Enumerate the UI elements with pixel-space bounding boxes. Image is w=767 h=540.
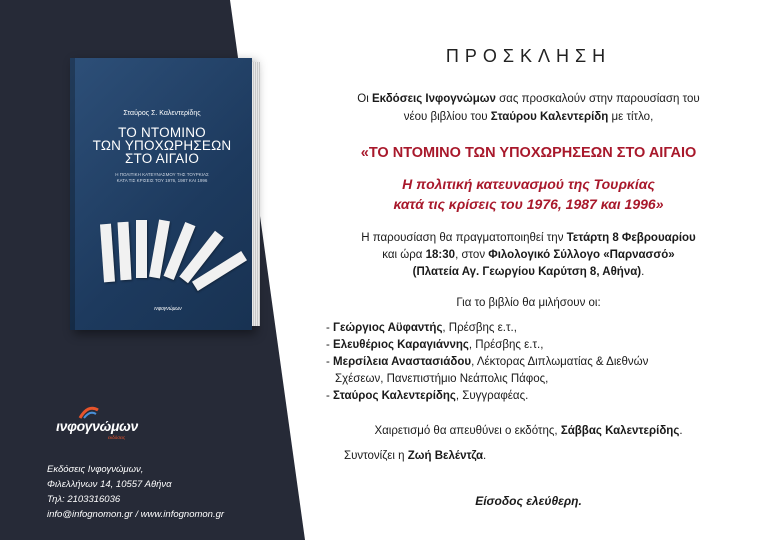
- intro-paragraph: [290, 90, 767, 126]
- bullet-dash: -: [326, 322, 334, 334]
- book-subtitle-line: ΚΑΤΑ ΤΙΣ ΚΡΙΣΕΙΣ ΤΟΥ 1976, 1987 ΚΑΙ 1996: [116, 178, 208, 183]
- speakers-intro: Για το βιβλίο θα μιλήσουν οι:: [456, 297, 601, 309]
- bullet-dash: -: [326, 339, 334, 351]
- contact-line: Τηλ: 2103316036: [47, 494, 121, 505]
- book-main-title: «ΤΟ ΝΤΟΜΙΝΟ ΤΩΝ ΥΠΟΧΩΡΗΣΕΩΝ ΣΤΟ ΑΙΓΑΙΟ: [360, 145, 697, 161]
- speaker-role: , Συγγραφέας.: [455, 390, 529, 402]
- event-date: Τετάρτη 8 Φεβρουαρίου: [566, 232, 696, 244]
- speaker-item: [326, 337, 766, 354]
- publisher-contact: [47, 462, 224, 522]
- contact-line: Φιλελλήνων 14, 10557 Αθήνα: [47, 479, 172, 490]
- free-entry-note: Είσοδος ελεύθερη.: [475, 494, 582, 508]
- publisher-logo: [56, 404, 148, 444]
- book-page-edges: [252, 62, 260, 326]
- domino-piece: [100, 224, 115, 283]
- logo-subtext: εκδόσεις: [108, 435, 126, 440]
- intro-text: νέου βιβλίου του: [403, 111, 491, 123]
- speakers-list: [326, 320, 766, 405]
- author-name: Σταύρου Καλεντερίδη: [490, 111, 609, 123]
- domino-piece: [136, 220, 147, 278]
- book-front-cover: [70, 58, 252, 330]
- intro-text: σας προσκαλούν στην παρουσίαση του: [495, 93, 700, 105]
- speaker-name: Γεώργιος Αϋφαντής: [333, 322, 443, 334]
- bullet-dash: -: [326, 390, 334, 402]
- details-text: και ώρα: [382, 249, 426, 261]
- details-text: , στον: [455, 249, 489, 261]
- book-subtitle: [84, 172, 240, 184]
- coordinator-line: [344, 450, 486, 462]
- speaker-item: [326, 388, 766, 405]
- speaker-name: Ελευθέριος Καραγιάννης: [333, 339, 469, 351]
- book-author: Σταύρος Σ. Καλεντερίδης: [123, 110, 201, 117]
- book-cover-image: [70, 58, 260, 330]
- book-title-line: ΤΩΝ ΥΠΟΧΩΡΗΣΕΩΝ: [92, 138, 232, 153]
- falling-dominoes-illustration: [102, 206, 232, 286]
- book-spine-shadow: [70, 58, 75, 330]
- event-address: (Πλατεία Αγ. Γεωργίου Καρύτση 8, Αθήνα): [412, 266, 642, 278]
- sub-title-line: Η πολιτική κατευνασμού της Τουρκίας: [402, 176, 655, 192]
- details-text: Η παρουσίαση θα πραγματοποιηθεί την: [361, 232, 567, 244]
- coordinator-text: Συντονίζει η: [344, 450, 408, 462]
- book-publisher-logo: ινφογνώμων: [154, 306, 182, 312]
- speaker-item: [326, 320, 766, 337]
- domino-piece: [117, 222, 131, 280]
- greeting-line: [290, 425, 767, 437]
- book-sub-title: [290, 174, 767, 214]
- speaker-name: Μερσίλεια Αναστασιάδου: [333, 356, 472, 368]
- speaker-item: [326, 354, 766, 371]
- sub-title-line: κατά τις κρίσεις του 1976, 1987 και 1996»: [393, 196, 664, 212]
- book-subtitle-line: Η ΠΟΛΙΤΙΚΗ ΚΑΤΕΥΝΑΣΜΟΥ ΤΗΣ ΤΟΥΡΚΙΑΣ: [115, 172, 209, 177]
- greeting-name: Σάββας Καλεντερίδης: [560, 425, 680, 437]
- speaker-name: Σταύρος Καλεντερίδης: [333, 390, 456, 402]
- speaker-role: , Λέκτορας Διπλωματίας & Διεθνών: [471, 356, 649, 368]
- intro-text: με τίτλο,: [608, 111, 654, 123]
- book-title: [80, 126, 244, 165]
- book-title-line: ΤΟ ΝΤΟΜΙΝΟ: [118, 125, 206, 140]
- book-title-line: ΣΤΟ ΑΙΓΑΙΟ: [124, 151, 200, 166]
- coordinator-name: Ζωή Βελέντζα: [407, 450, 484, 462]
- event-details: [290, 230, 767, 281]
- intro-text: Οι: [357, 93, 372, 105]
- contact-line[interactable]: info@infognomon.gr / www.infognomon.gr: [47, 509, 225, 520]
- coordinator-text: .: [483, 450, 487, 462]
- publisher-name: Εκδόσεις Ινφογνώμων: [372, 93, 496, 105]
- greeting-text: Χαιρετισμό θα απευθύνει ο εκδότης,: [374, 425, 561, 437]
- logo-text: ινφογνώμων: [56, 418, 138, 434]
- bullet-dash: -: [326, 356, 334, 368]
- speaker-role-continued: Σχέσεων, Πανεπιστήμιο Νεάπολις Πάφος,: [335, 373, 549, 385]
- invitation-heading: ΠΡΟΣΚΛΗΣΗ: [445, 46, 612, 66]
- speaker-role: , Πρέσβης ε.τ.,: [468, 339, 544, 351]
- greeting-text: .: [679, 425, 683, 437]
- contact-line: Εκδόσεις Ινφογνώμων,: [47, 464, 144, 475]
- details-text: .: [641, 266, 645, 278]
- event-venue: Φιλολογικό Σύλλογο «Παρνασσό»: [488, 249, 675, 261]
- event-time: 18:30: [425, 249, 456, 261]
- speaker-role: , Πρέσβης ε.τ.,: [442, 322, 517, 334]
